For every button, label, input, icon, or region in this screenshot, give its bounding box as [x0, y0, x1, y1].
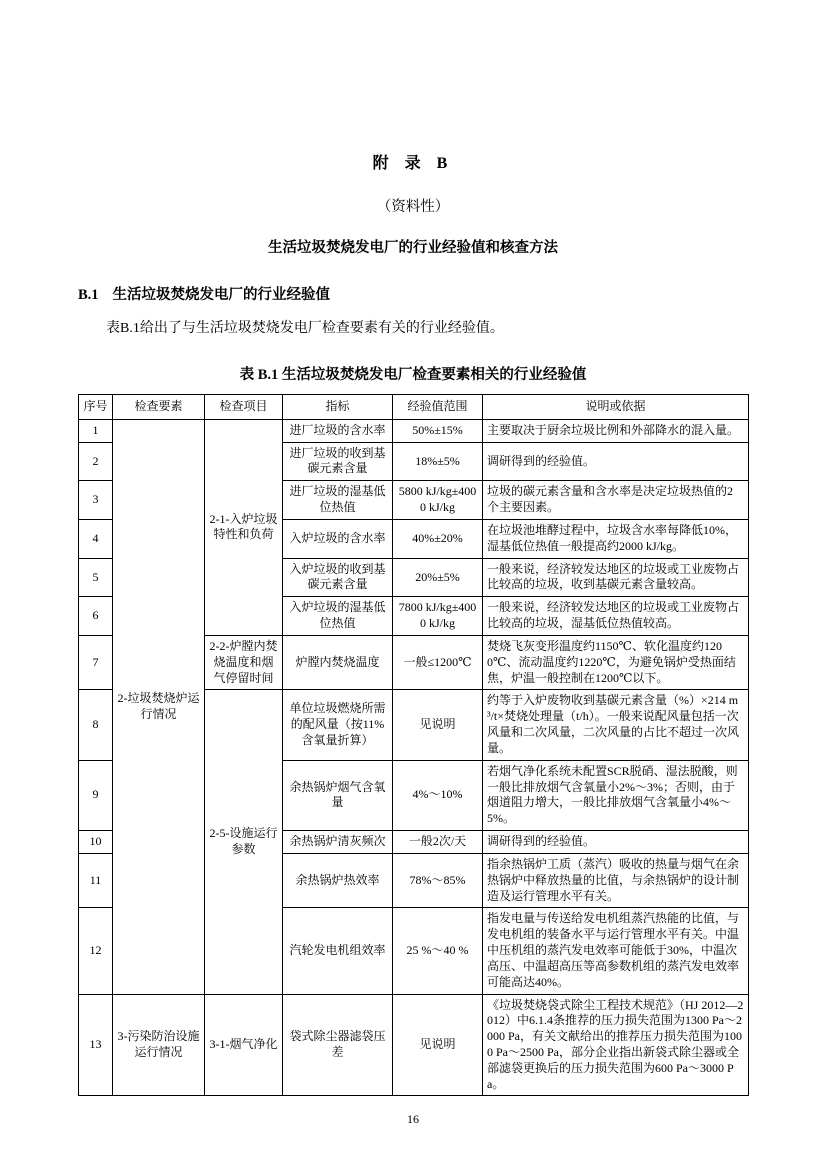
- appendix-title: 附 录 B: [372, 155, 454, 172]
- cell-indicator: 入炉垃圾的收到基碳元素含量: [283, 558, 393, 597]
- cell-no: 12: [79, 908, 113, 994]
- table-header-row: [79, 395, 749, 420]
- appendix-kind: （资料性）: [376, 199, 450, 215]
- cell-no: 1: [79, 419, 113, 442]
- cell-project-group: 2-5-设施运行参数: [205, 690, 283, 994]
- clause-heading: [78, 283, 748, 304]
- cell-no: 10: [79, 831, 113, 854]
- cell-no: 3: [79, 481, 113, 520]
- cell-note: 在垃圾池堆酵过程中，垃圾含水率每降低10%，湿基低位热值一般提高约2000 kJ/kg。: [483, 519, 749, 558]
- cell-project-group: 2-2-炉膛内焚烧温度和烟气停留时间: [205, 635, 283, 689]
- cell-project-group: 3-1-烟气净化: [205, 994, 283, 1096]
- cell-indicator: 单位垃圾燃烧所需的配风量（按11%含氧量折算）: [283, 690, 393, 760]
- cell-range: 一般≤1200℃: [393, 635, 483, 689]
- cell-indicator: 进厂垃圾的收到基碳元素含量: [283, 442, 393, 481]
- intro-paragraph: 表B.1给出了与生活垃圾焚烧发电厂检查要素有关的行业经验值。: [106, 321, 504, 336]
- cell-element-group: 2-垃圾焚烧炉运行情况: [113, 419, 205, 994]
- header-indicator: 指标: [283, 395, 393, 420]
- cell-indicator: 汽轮发电机组效率: [283, 908, 393, 994]
- cell-indicator: 进厂垃圾的湿基低位热值: [283, 481, 393, 520]
- cell-range: 5800 kJ/kg±4000 kJ/kg: [393, 481, 483, 520]
- cell-indicator: 余热锅炉热效率: [283, 853, 393, 907]
- cell-range: 18%±5%: [393, 442, 483, 481]
- experience-value-table: [78, 394, 749, 1096]
- clause-number: B.1: [78, 287, 99, 303]
- cell-range: 20%±5%: [393, 558, 483, 597]
- cell-range: 50%±15%: [393, 419, 483, 442]
- cell-no: 4: [79, 519, 113, 558]
- header-project: 检查项目: [205, 395, 283, 420]
- cell-indicator: 余热锅炉清灰频次: [283, 831, 393, 854]
- table-row: [79, 994, 749, 1096]
- cell-range: 见说明: [393, 994, 483, 1096]
- header-range: 经验值范围: [393, 395, 483, 420]
- table-row: [79, 419, 749, 442]
- cell-project-group: 2-1-入炉垃圾特性和负荷: [205, 419, 283, 635]
- header-element: 检查要素: [113, 395, 205, 420]
- cell-indicator: 炉膛内焚烧温度: [283, 635, 393, 689]
- cell-range: 25 %～40 %: [393, 908, 483, 994]
- header-no: 序号: [79, 395, 113, 420]
- cell-note: 指余热锅炉工质（蒸汽）吸收的热量与烟气在余热锅炉中释放热量的比值，与余热锅炉的设计制造及运行管理水平有关。: [483, 853, 749, 907]
- cell-no: 11: [79, 853, 113, 907]
- cell-indicator: 余热锅炉烟气含氧量: [283, 760, 393, 830]
- header-note: 说明或依据: [483, 395, 749, 420]
- cell-range: 一般2次/天: [393, 831, 483, 854]
- cell-indicator: 进厂垃圾的含水率: [283, 419, 393, 442]
- cell-indicator: 入炉垃圾的湿基低位热值: [283, 597, 393, 636]
- clause-title-text: 生活垃圾焚烧发电厂的行业经验值: [112, 287, 331, 303]
- cell-no: 8: [79, 690, 113, 760]
- cell-no: 6: [79, 597, 113, 636]
- cell-range: 7800 kJ/kg±4000 kJ/kg: [393, 597, 483, 636]
- cell-note: 调研得到的经验值。: [483, 831, 749, 854]
- cell-note: 一般来说，经济较发达地区的垃圾或工业废物占比较高的垃圾，湿基低位热值较高。: [483, 597, 749, 636]
- cell-note: 指发电量与传送给发电机组蒸汽热能的比值，与发电机组的装备水平与运行管理水平有关。中温中压机组的蒸汽发电效率可能低于30%，中温次高压、中温超高压等高参数机组的蒸汽发电效率可能高达40%。: [483, 908, 749, 994]
- cell-note: 约等于入炉废物收到基碳元素含量（%）×214 m³/t×焚烧处理量（t/h）。一般来说配风量包括一次风量和二次风量，二次风量的占比不超过一次风量。: [483, 690, 749, 760]
- cell-no: 9: [79, 760, 113, 830]
- cell-no: 5: [79, 558, 113, 597]
- cell-no: 2: [79, 442, 113, 481]
- cell-no: 13: [79, 994, 113, 1096]
- cell-note: 若烟气净化系统未配置SCR脱硝、湿法脱酸，则一般比排放烟气含氧量小2%～3%；否则，由于烟道阻力增大，一般比排放烟气含氧量小4%～5%。: [483, 760, 749, 830]
- cell-no: 7: [79, 635, 113, 689]
- cell-element-group: 3-污染防治设施运行情况: [113, 994, 205, 1096]
- cell-note: 垃圾的碳元素含量和含水率是决定垃圾热值的2个主要因素。: [483, 481, 749, 520]
- table-caption: 表 B.1 生活垃圾焚烧发电厂检查要素相关的行业经验值: [239, 367, 587, 383]
- cell-note: 主要取决于厨余垃圾比例和外部降水的混入量。: [483, 419, 749, 442]
- cell-range: 4%～10%: [393, 760, 483, 830]
- cell-note: 一般来说，经济较发达地区的垃圾或工业废物占比较高的垃圾，收到基碳元素含量较高。: [483, 558, 749, 597]
- cell-range: 40%±20%: [393, 519, 483, 558]
- cell-note: 《垃圾焚烧袋式除尘工程技术规范》（HJ 2012—2012）中6.1.4条推荐的压力损失范围为1300 Pa～2000 Pa，有关文献给出的推荐压力损失范围为1000 Pa～2500 Pa，部分企业指出新袋式除尘器或全部滤袋更换后的压力损失范围为600 Pa～3000 Pa。: [483, 994, 749, 1096]
- appendix-subtitle: 生活垃圾焚烧发电厂的行业经验值和核查方法: [268, 240, 558, 256]
- cell-note: 调研得到的经验值。: [483, 442, 749, 481]
- cell-indicator: 入炉垃圾的含水率: [283, 519, 393, 558]
- cell-range: 见说明: [393, 690, 483, 760]
- cell-indicator: 袋式除尘器滤袋压差: [283, 994, 393, 1096]
- page-number: 16: [407, 1112, 419, 1126]
- cell-note: 焚烧飞灰变形温度约1150℃、软化温度约1200℃、流动温度约1220℃，为避免锅炉受热面结焦，炉温一般控制在1200℃以下。: [483, 635, 749, 689]
- cell-range: 78%～85%: [393, 853, 483, 907]
